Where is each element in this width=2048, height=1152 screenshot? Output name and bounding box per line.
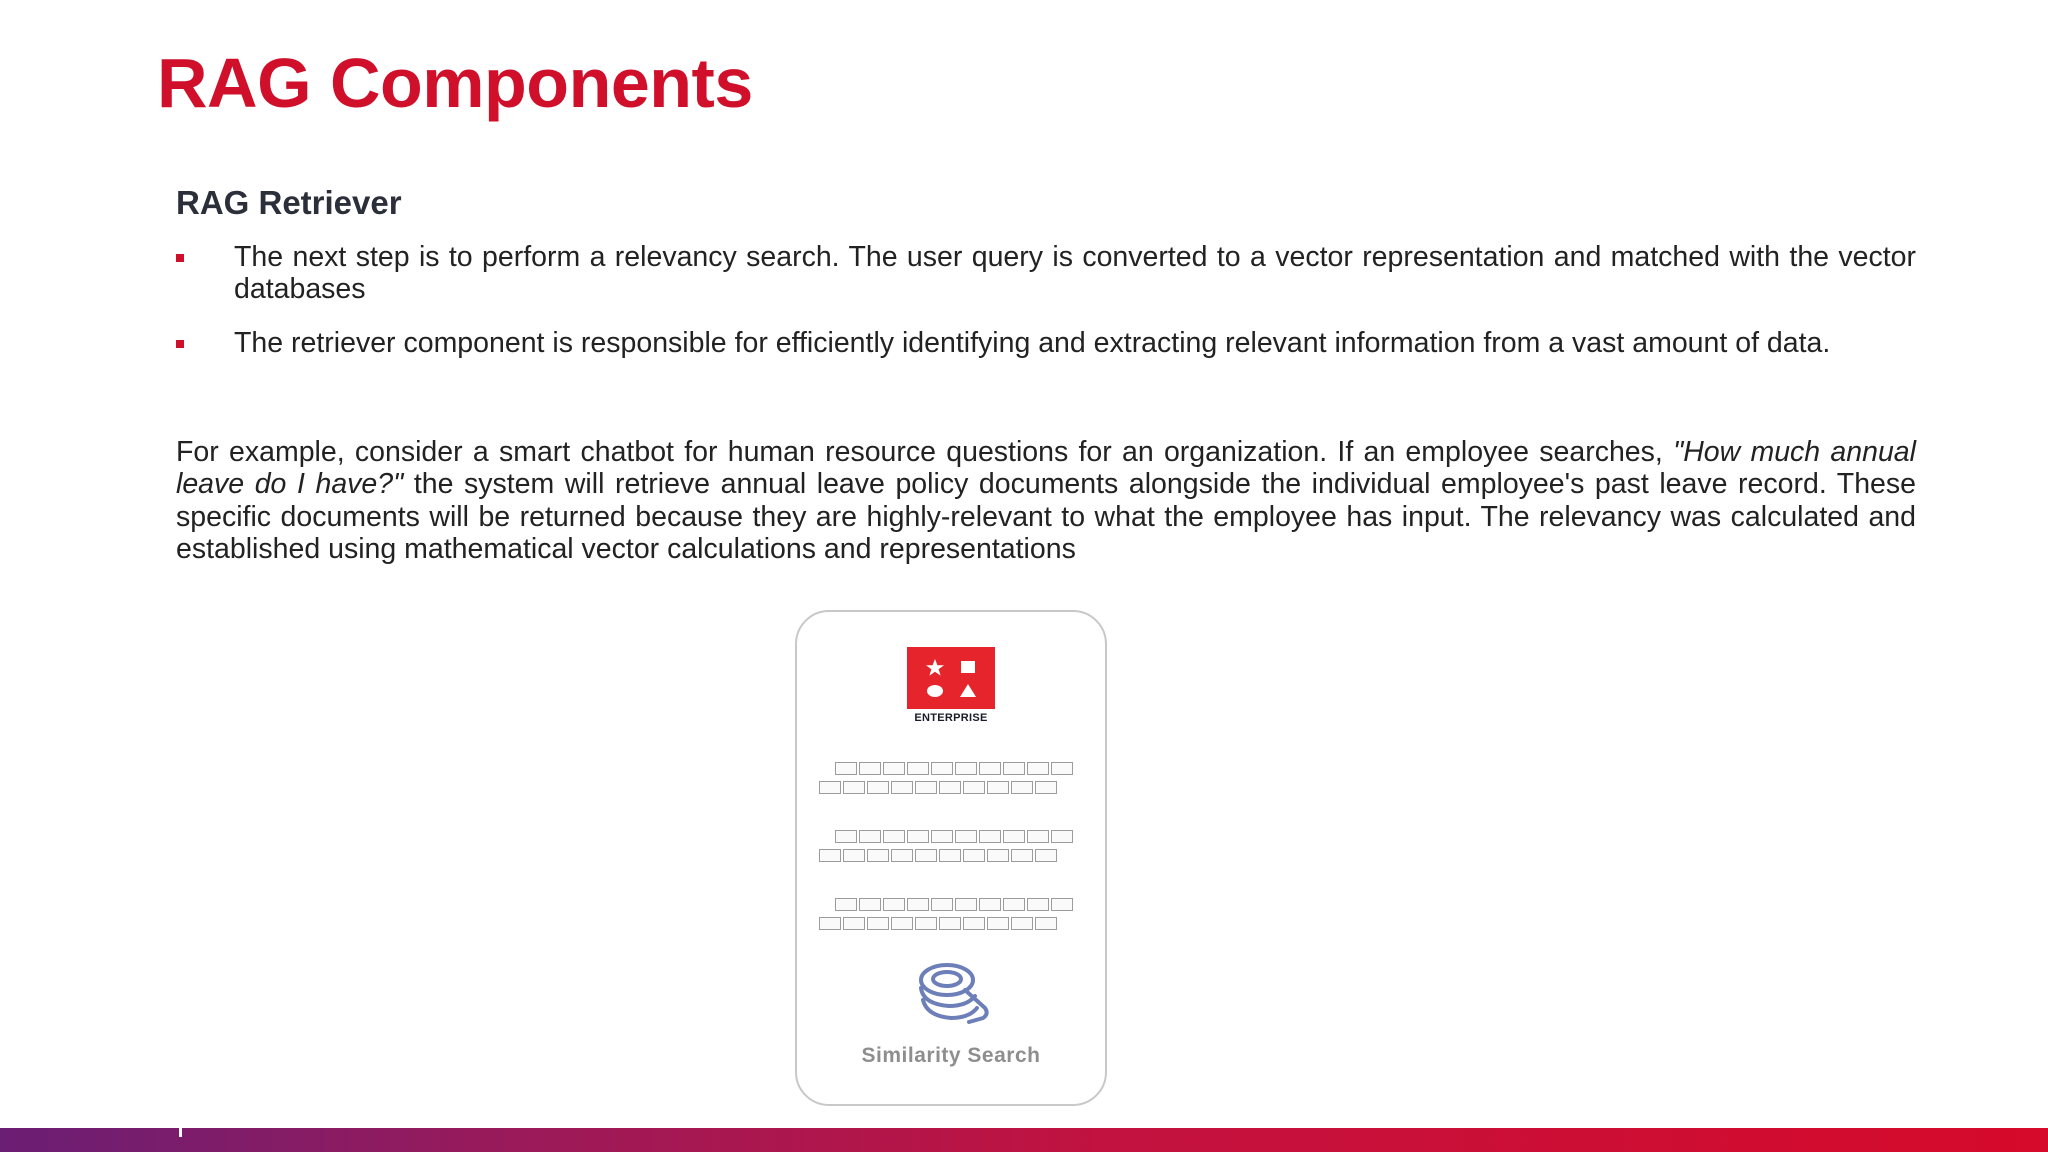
footer-gradient-bar: [0, 1128, 2048, 1152]
footer-marker: [179, 1128, 182, 1137]
example-paragraph: [176, 436, 1916, 565]
example-rest: the system will retrieve annual leave policy documents alongside the individual employee's past leave record. These specific documents will be returned because they are highly-relevant to what the employee has input. The relevancy was calculated and established using mathematical vector calculations and representations: [176, 468, 1917, 565]
example-intro: For example, consider a smart chatbot for human resource questions for an organization. If an employee searches,: [176, 436, 1674, 468]
slide-title: RAG Components: [157, 44, 753, 122]
bullet-text: The retriever component is responsible for efficiently identifying and extracting relevant information from a vast amount of data.: [234, 327, 1831, 359]
section-subtitle: RAG Retriever: [176, 184, 402, 221]
example-quote: "How much annual leave do I have?": [176, 436, 1916, 501]
shapes-logo-icon: [907, 647, 995, 709]
bullet-list: [176, 241, 1916, 381]
document-lines: [819, 898, 1089, 932]
enterprise-label: ENTERPRISE: [914, 712, 988, 724]
similarity-search-label: Similarity Search: [861, 1044, 1041, 1067]
bullet-item: [176, 327, 1916, 359]
phone-illustration: [795, 610, 1107, 1106]
bullet-text: The next step is to perform a relevancy search. The user query is converted to a vector representation and matched with the vector databases: [234, 241, 1916, 305]
document-lines: [819, 762, 1089, 796]
bullet-item: [176, 241, 1916, 305]
similarity-search-icon: [905, 960, 997, 1034]
bullet-square-icon: [176, 340, 184, 348]
bullet-square-icon: [176, 254, 184, 262]
document-lines: [819, 830, 1089, 864]
enterprise-logo: [907, 647, 995, 709]
